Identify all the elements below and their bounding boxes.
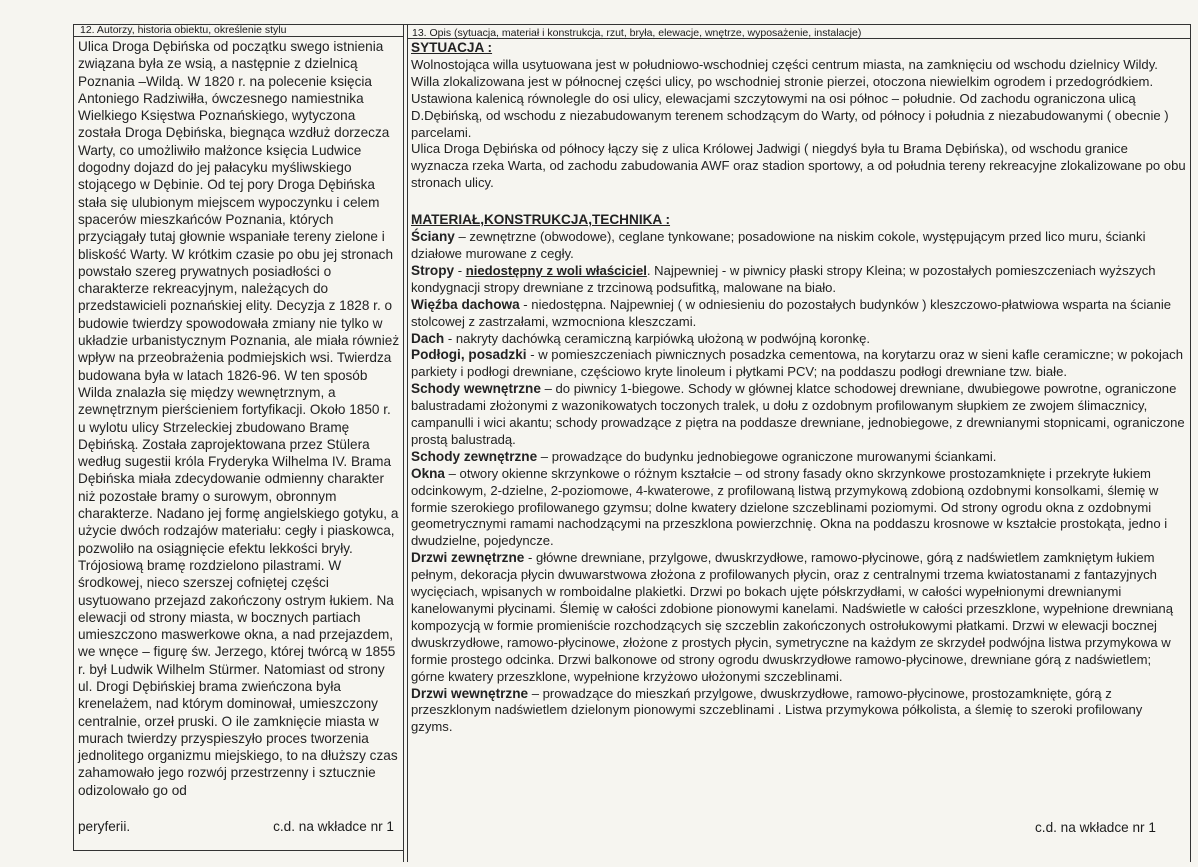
stairs-in-entry: [411, 381, 1187, 449]
history-paragraph: Ulica Droga Dębińska od początku swego istnienia związana była ze wsią, a następnie z dzielnicą Poznania –Wildą. W 1820 r. na polecenie księcia Antoniego Radziwiłła, ówczesnego namiestnika Wielkiego Księstwa Poznańskiego, wytyczona została Droga Dębińska, biegnąca wzdłuż dorzecza Warty, co umożliwiło małżonce księcia Ludwice dogodny dojazd do jej pałacyku myśliwskiego stojącego w Dębinie. Od tej pory Droga Dębińska stała się ulubionym miejscem wypoczynku i celem spacerów mieszkańców Poznania, których przyciągały tutaj głownie wspaniałe tereny zielone i bliskość Warty. W krótkim czasie po obu jej stronach powstało szereg prywatnych posiadłości o charakterze rekreacyjnym, należących do przedstawicieli poznańskiej elity. Decyzja z 1828 r. o budowie twierdzy spowodowała zmiany nie tylko w układzie urbanistycznym Poznania, ale miała również wpływ na przeobrażenia podmiejskich wsi. Twierdza budowana była w latach 1826-96. W ten sposób Wilda znalazła się między wewnętrznym, a zewnętrznym pierścieniem fortyfikacji. Około 1850 r. u wylotu ulicy Strzeleckiej zbudowano Bramę Dębińską. Została zaprojektowana przez Stülera według sugestii króla Fryderyka Wilhelma IV. Brama Dębińska miała zdecydowanie odmienny charakter niż pozostałe bramy o surowym, obronnym charakterze. Nadano jej formę angielskiego gotyku, a użycie dwóch rodzajów materiału: cegły i piaskowca, pozwoliło na osiągnięcie efektu lekkości bryły. Trójosiową bramę rozdzielono pilastrami. W środkowej, nieco szerszej cofniętej części usytuowano przejazd zakończony ostrym łukiem. Na elewacji od strony miasta, w bocznych partiach umieszczono maswerkowe okna, a nad przejazdem, we wnęce – figurę św. Jerzego, której twórcą w 1855 r. był Ludwik Wilhelm Stürmer. Natomiast od strony ul. Drogi Dębińskiej brama zwieńczona była krenelażem, nad którym dominował, umieszczony centralnie, orzeł pruski. O ile zamknięcie miasta w murach twierdzy przyspieszyło proces tworzenia jednolitego organizmu miejskiego, to na dłuższy czas zahamowało jego rozwój przestrzenny i sztucznie odizolowało go od: [78, 39, 400, 798]
ceilings-entry: Stropy - niedostępny z woli właściciel. Najpewniej - w piwnicy płaski stropy Kleina; w pozostałych pomieszczeniach wyższych kondygnacji stropy drewniane z trzcinową podsufitką, malowane na biało.: [411, 262, 1156, 295]
section-header-description: 13. Opis (sytuacja, materiał i konstrukcja, rzut, bryła, elewacje, wnętrze, wyposażenie, instalacje): [412, 27, 862, 39]
situation-paragraph-2: Ulica Droga Dębińska od północy łączy się z ulica Królowej Jadwigi ( niegdyś była tu Brama Dębińska), od wschodu granice wyznacza rzeka Warta, od zachodu zabudowania AWF oraz stadion sportowy, a od południa tereny rekreacyjne zlokalizowane po obu stronach ulicy.: [411, 141, 1186, 191]
doors-out-entry: [411, 550, 1187, 685]
section-header-history: 12. Autorzy, historia obiektu, określenie stylu: [80, 24, 287, 36]
walls-label: Ściany: [411, 229, 455, 245]
windows-text: – otwory okienne skrzynkowe o różnym kształcie – od strony fasady okno skrzynkowe prostozamknięte i przekryte łukiem odcinkowym, 2-dzielne, 2-poziomowe, 4-kwaterowe, z profilowaną listwą przymykową zdobioną ozdobnymi konsolkami, ślemię w formie szerokiego profilowanego gzymsu; dolne kwatery dzielone szczeblinami poziomymi. Od strony ogrodu okna z ozdobnymi geometrycznymi ramami nachodzącymi na przeszklona powierzchnię. Okna na poddaszu krosnowe w kształcie prostokąta, jedno i dwudzielne, pojedyncze.: [411, 465, 1168, 549]
roof-label: Dach: [411, 330, 445, 346]
ceilings-label: Stropy: [411, 262, 455, 278]
doors-out-text: - główne drewniane, przylgowe, dwuskrzydłowe, ramowo-płycinowe, górą z nadświetlem zamkniętym łukiem pełnym, dekoracja płycin dwuwarstwowa złożona z profilowanych płycin, oraz z centralnymi trzema kwiatostanami z fantazyjnych wycięciach, wpisanych w romboidalne plakietki. Drzwi po bokach ujęte półskrzydłami, w całości wypełnionymi drewnianymi kanelowanymi płycinami. Ślemię w całości zdobione pionowymi kanelami. Nadświetle w całości przeszklone, wypełnione drewnianą kompozycją w formie promieniście rozchodzących się szczeblin zakończonych ostrołukowymi płatkami. Drzwi w elewacji bocznej dwuskrzydłowe, ramowo-płycinowe, złożone z prostych płycin, symetryczne na każdym ze skrzydeł podwójna listwa przymykowa w formie prostego odcinka. Drzwi balkonowe od strony ogrodu dwuskrzydłowe ramowo-płycinowe, drewniane górą z nadświetlem; górne kwatery przeszklone, wypełnione krzyżowo ułożonymi szczeblinami.: [411, 550, 1173, 684]
windows-entry: [411, 466, 1187, 551]
history-text: [78, 38, 400, 799]
stairs-out-text: – prowadzące do budynku jednobiegowe ograniczone murowanymi ściankami.: [537, 448, 997, 464]
doors-out-label: Drzwi zewnętrzne: [411, 550, 525, 566]
history-last-word: peryferii.: [78, 819, 131, 834]
continued-note-left: c.d. na wkładce nr 1: [273, 819, 394, 834]
stairs-in-label: Schody wewnętrzne: [411, 381, 541, 397]
roof-frame-text: - niedostępna. Najpewniej ( w odniesieniu do pozostałych budynków ) kleszczowo-płatwiowa wsparta na ścianie stolcowej z zastrzałami, wzmocniona kleszczami.: [411, 296, 1172, 329]
stairs-out-entry: [411, 449, 1187, 466]
continued-note-right: c.d. na wkładce nr 1: [1035, 820, 1156, 835]
roof-frame-entry: [411, 297, 1187, 331]
stairs-out-label: Schody zewnętrzne: [411, 448, 538, 464]
doors-in-label: Drzwi wewnętrzne: [411, 685, 529, 701]
walls-entry: [411, 229, 1187, 263]
floors-label: Podłogi, posadzki: [411, 347, 527, 363]
windows-label: Okna: [411, 465, 445, 481]
walls-text: – zewnętrzne (obwodowe), ceglane tynkowane; posadowione na niskim cokole, występującym przed lico muru, ścianki działowe murowane z cegły.: [411, 229, 1146, 261]
floors-entry: [411, 347, 1187, 381]
doors-in-text: – prowadzące do mieszkań przylgowe, dwuskrzydłowe, ramowo-płycinowe, prostozamknięte, górą z przeszklonym nadświetlem dzielonym pionowymi szczeblinami . Listwa przymykowa półkolista, a ślemię to szeroki profilowany gzyms.: [411, 685, 1143, 735]
frame-line: [73, 36, 403, 37]
history-footer: [78, 818, 396, 835]
situation-heading: SYTUACJA :: [411, 40, 493, 55]
ceilings-text: . Najpewniej - w piwnicy płaski stropy Kleina; w pozostałych pomieszczeniach wyższych kondygnacji stropy drewniane z trzcinową podsufitką, malowane na biało.: [411, 262, 1156, 295]
ceilings-note: niedostępny z woli właściciel: [465, 262, 647, 278]
situation-paragraph-1: Wolnostojąca willa usytuowana jest w południowo-wschodniej części centrum miasta, na zamknięciu od wschodu dzielnicy Wildy. Willa zlokalizowana jest w północnej części ulicy, po wschodniej stronie pierzei, otoczona niewielkim ogrodem i przedogródkiem. Ustawiona kalenicą równolegle do osi ulicy, elewacjami szczytowymi na osi północ – południe. Od zachodu ograniczona ulicą D.Dębińską, od wschodu z niezabudowanym terenem schodzącym do Warty, od północy i południa z niezabudowanymi ( obecnie ) parcelami.: [411, 56, 1169, 140]
material-heading: MATERIAŁ,KONSTRUKCJA,TECHNIKA :: [411, 212, 671, 228]
roof-text: - nakryty dachówką ceramiczną karpiówką ułożoną w podwójną koronkę.: [444, 330, 871, 346]
description-text: [411, 40, 1187, 736]
roof-frame-label: Więźba dachowa: [411, 296, 520, 312]
floors-text: - w pomieszczeniach piwnicznych posadzka cementowa, na korytarzu oraz w sieni kafle ceramiczne; w pokojach parkiety i podłogi drewniane, częściowo kryte linoleum i płytkami PCV; na poddaszu podłogi drewniane tzw. białe.: [411, 347, 1183, 380]
roof-entry: [411, 331, 1187, 348]
doors-in-entry: [411, 686, 1187, 737]
stairs-in-text: – do piwnicy 1-biegowe. Schody w głównej klatce schodowej drewniane, dwubiegowe powrotne, ograniczone balustradami złożonymi z wazonikowatych toczonych tralek, u dołu z ozdobnym profilowanym słupkiem ze zwojem ślimacznicy, campanulli i wici akantu; schody prowadzące z piętra na poddasze drewniane, jednobiegowe, z drewnianymi stopnicami, ograniczone prostą balustradą.: [411, 381, 1185, 447]
frame-line: [73, 850, 403, 851]
